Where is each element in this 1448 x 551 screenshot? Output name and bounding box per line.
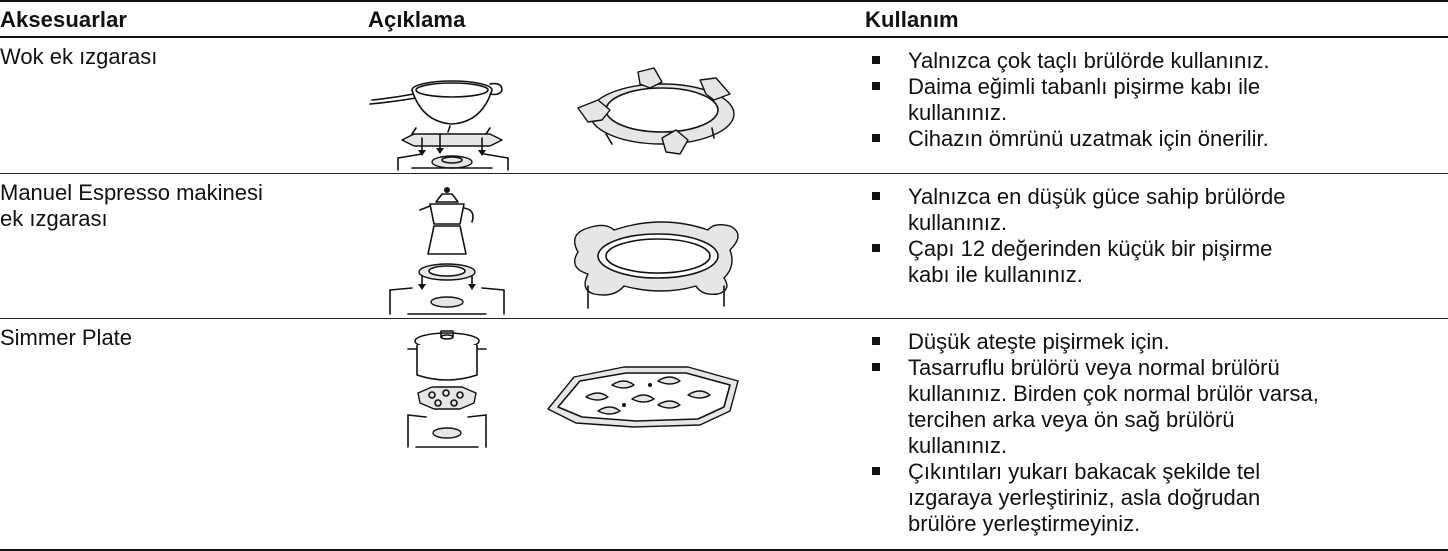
header-description: Açıklama <box>368 7 466 32</box>
bullet-icon <box>872 337 880 345</box>
name-line: Wok ek ızgarası <box>0 44 158 69</box>
usage-item: Çapı 12 değerinden küçük bir pişirme kabı ile kullanınız. <box>870 236 1430 288</box>
header-usage: Kullanım <box>865 7 959 32</box>
usage-list <box>870 329 1430 537</box>
name-line: ek ızgarası <box>0 206 108 231</box>
usage-list <box>870 184 1430 288</box>
usage-item: Daima eğimli tabanlı pişirme kabı ile kullanınız. <box>870 74 1430 126</box>
simmer-plate-illustration <box>362 319 742 469</box>
usage-item: Tasarruflu brülörü veya normal brülörü kullanınız. Birden çok normal brülör varsa, tercihen arka veya ön sağ brülörü kullanınız. <box>870 355 1430 459</box>
bullet-icon <box>872 192 880 200</box>
table-row-simmer-plate <box>0 319 1448 551</box>
table-row-wok <box>0 38 1448 174</box>
bullet-icon <box>872 363 880 371</box>
table-row-espresso <box>0 174 1448 319</box>
accessory-name <box>0 325 360 351</box>
accessory-name <box>0 44 360 70</box>
bullet-icon <box>872 134 880 142</box>
table-header-row <box>0 0 1448 38</box>
name-line: Manuel Espresso makinesi <box>0 180 263 205</box>
usage-list <box>870 48 1430 152</box>
usage-item: Yalnızca en düşük güce sahip brülörde kullanınız. <box>870 184 1430 236</box>
bullet-icon <box>872 56 880 64</box>
espresso-grate-illustration <box>362 174 742 317</box>
accessory-name <box>0 180 360 232</box>
usage-item: Düşük ateşte pişirmek için. <box>870 329 1430 355</box>
name-line: Simmer Plate <box>0 325 133 350</box>
header-accessories: Aksesuarlar <box>0 7 128 32</box>
bullet-icon <box>872 82 880 90</box>
usage-item: Çıkıntıları yukarı bakacak şekilde tel ızgaraya yerleştiriniz, asla doğrudan brülöre yerleştirmeyiniz. <box>870 459 1430 537</box>
bullet-icon <box>872 244 880 252</box>
wok-grate-illustration <box>362 38 742 172</box>
bullet-icon <box>872 467 880 475</box>
usage-item: Cihazın ömrünü uzatmak için önerilir. <box>870 126 1430 152</box>
usage-item: Yalnızca çok taçlı brülörde kullanınız. <box>870 48 1430 74</box>
